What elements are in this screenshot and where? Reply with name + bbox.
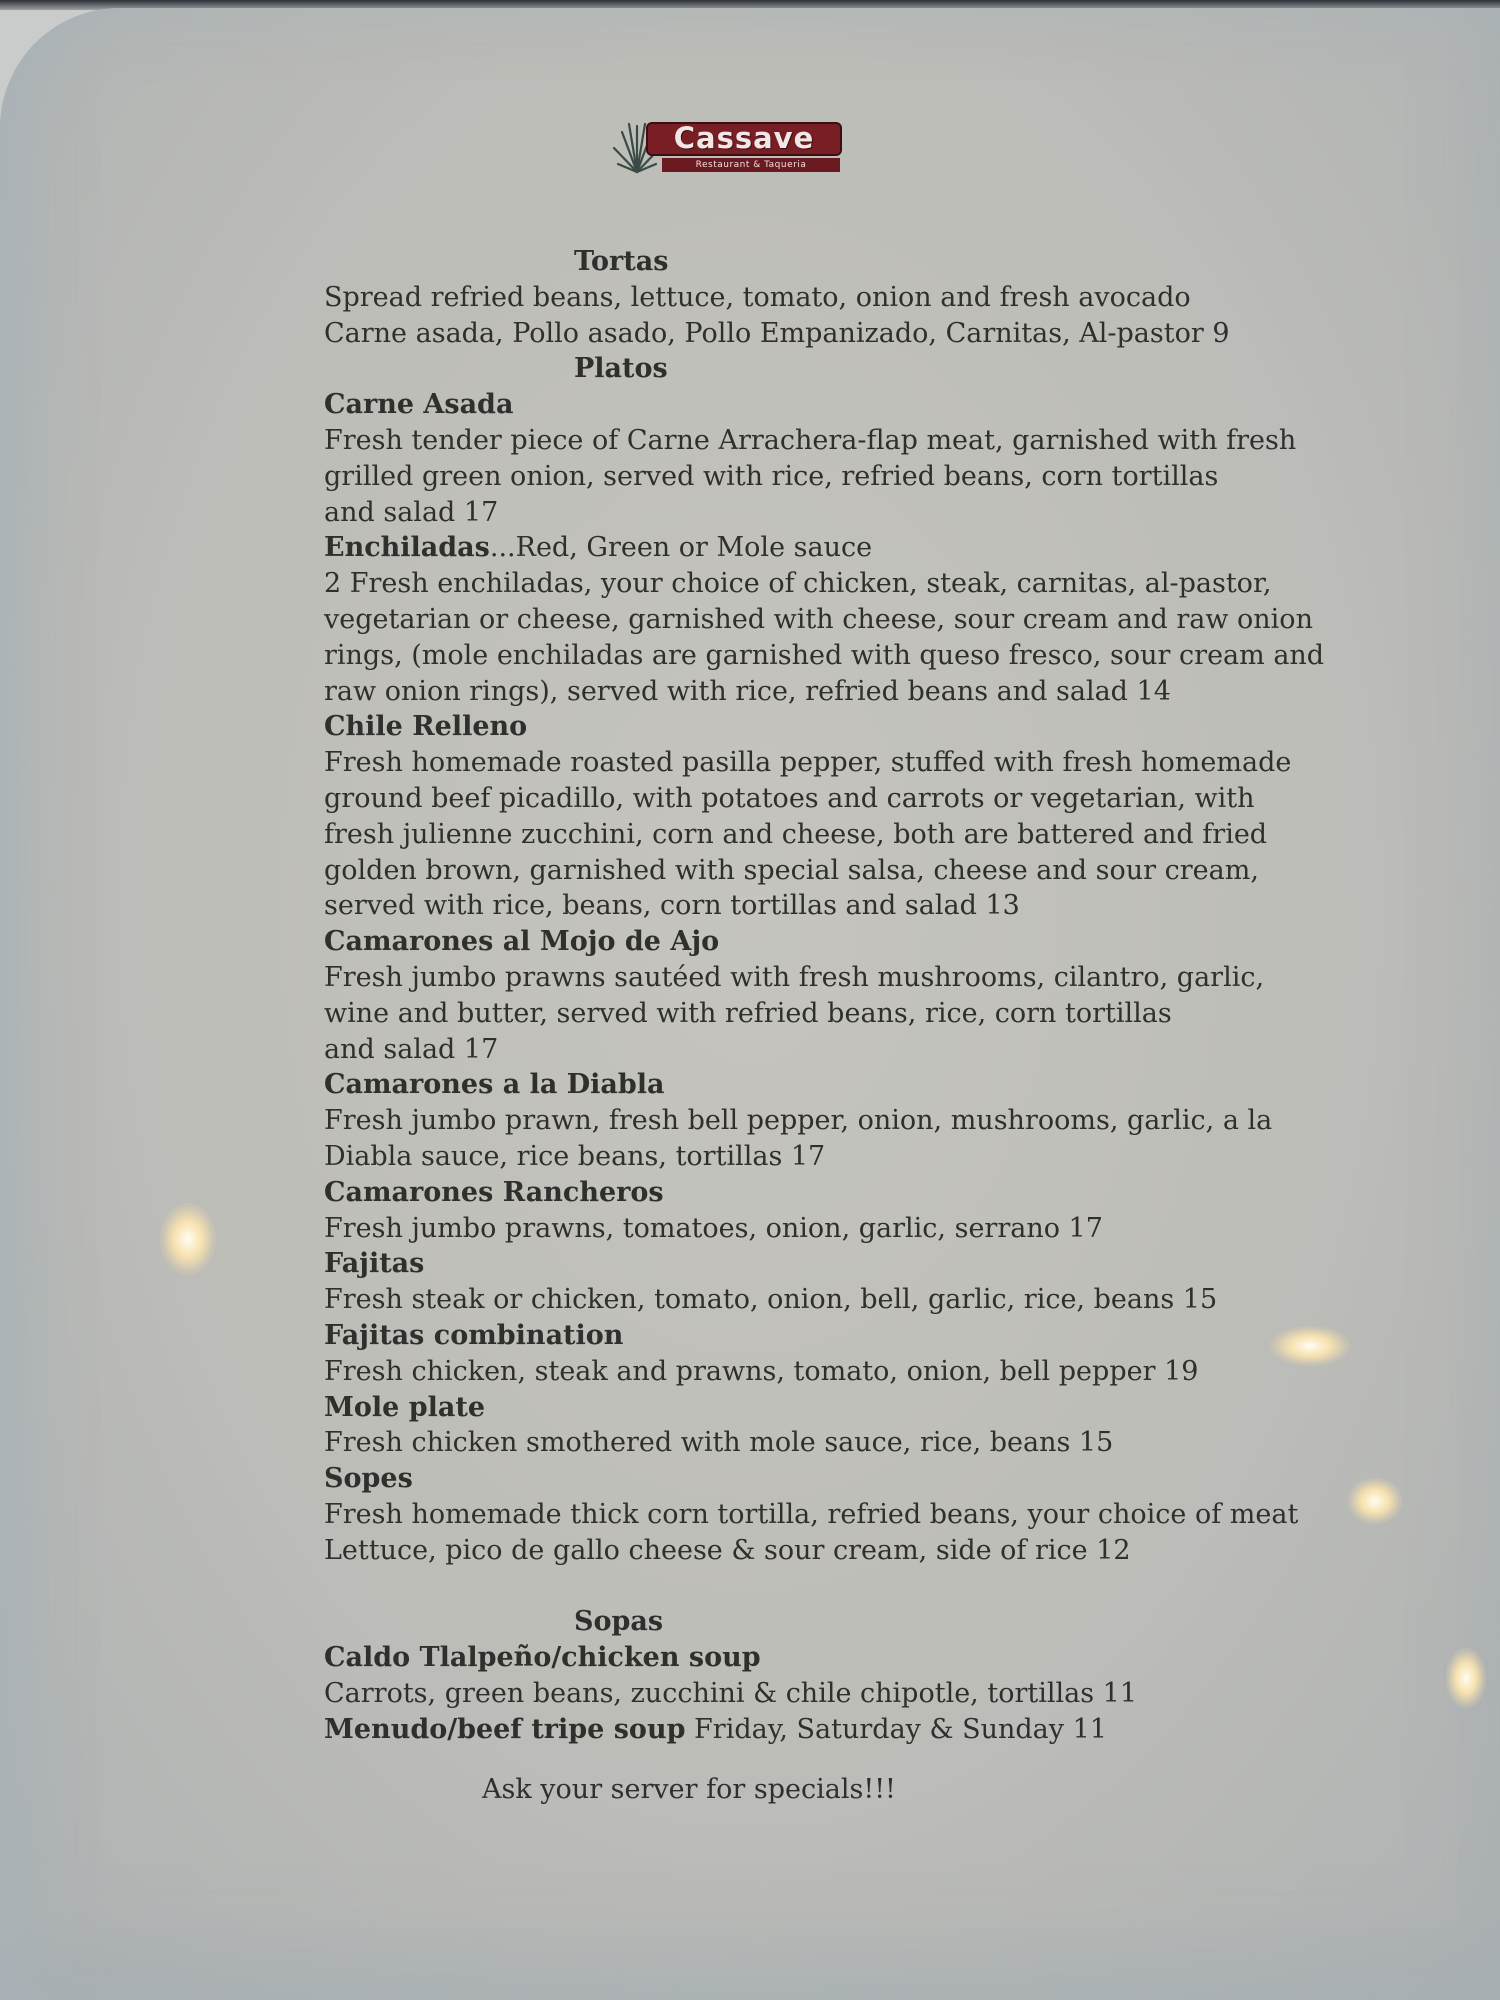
- dish-description-line: raw onion rings), served with rice, refried beans and salad 14: [324, 675, 1171, 707]
- dish-name-camarones-diabla: Camarones a la Diabla: [324, 1069, 665, 1101]
- dish-description-line: Fresh jumbo prawn, fresh bell pepper, onion, mushrooms, garlic, a la: [324, 1105, 1273, 1137]
- light-glare: [1348, 1478, 1402, 1524]
- dish-description-line: and salad 17: [324, 1033, 499, 1065]
- dish-description-line: rings, (mole enchiladas are garnished with queso fresco, sour cream and: [324, 639, 1325, 671]
- dish-name-fajitas: Fajitas: [324, 1248, 425, 1280]
- dish-name-chile-relleno: Chile Relleno: [324, 711, 528, 743]
- dish-description-line: Fresh jumbo prawns, tomatoes, onion, garlic, serrano 17: [324, 1212, 1103, 1244]
- light-glare: [160, 1203, 216, 1275]
- light-glare: [1270, 1326, 1350, 1366]
- dish-description-line: served with rice, beans, corn tortillas and salad 13: [324, 890, 1020, 922]
- dish-name-fajitas-combination: Fajitas combination: [324, 1319, 624, 1351]
- dish-name-caldo-tlalpeno: Caldo Tlalpeño/chicken soup: [324, 1642, 761, 1674]
- section-heading-sopas: Sopas: [574, 1606, 664, 1638]
- dish-name-camarones-mojo-de-ajo: Camarones al Mojo de Ajo: [324, 926, 720, 958]
- dish-description-line: 2 Fresh enchiladas, your choice of chicken, steak, carnitas, al-pastor,: [324, 568, 1272, 600]
- dish-name-mole-plate: Mole plate: [324, 1391, 486, 1423]
- dish-description-line: Fresh steak or chicken, tomato, onion, bell, garlic, rice, beans 15: [324, 1284, 1218, 1316]
- section-heading-tortas: Tortas: [574, 246, 669, 277]
- dish-availability: Friday, Saturday & Sunday 11: [685, 1713, 1107, 1745]
- dish-description-line: Fresh jumbo prawns sautéed with fresh mushrooms, cilantro, garlic,: [324, 961, 1265, 993]
- dish-description-line: Lettuce, pico de gallo cheese & sour cream, side of rice 12: [324, 1534, 1131, 1566]
- dish-heading-enchiladas: [324, 530, 1454, 566]
- dish-description-line: Fresh tender piece of Carne Arrachera-flap meat, garnished with fresh: [324, 424, 1297, 456]
- section-spacer: [324, 1568, 1454, 1604]
- dish-description-line: grilled green onion, served with rice, refried beans, corn tortillas: [324, 460, 1219, 492]
- light-glare: [1446, 1648, 1486, 1708]
- dish-name-enchiladas: Enchiladas: [324, 532, 490, 564]
- dish-description-line: fresh julienne zucchini, corn and cheese, both are battered and fried: [324, 818, 1268, 850]
- dish-description-line: Fresh chicken smothered with mole sauce, rice, beans 15: [324, 1427, 1114, 1459]
- restaurant-logo: [612, 118, 844, 174]
- dish-description-line: Diabla sauce, rice beans, tortillas 17: [324, 1140, 826, 1172]
- dish-name-carne-asada: Carne Asada: [324, 389, 514, 421]
- dish-description-line: Fresh chicken, steak and prawns, tomato, onion, bell pepper 19: [324, 1355, 1199, 1387]
- dish-description-line: Carrots, green beans, zucchini & chile chipotle, tortillas 11: [324, 1678, 1138, 1710]
- dish-description-line: ground beef picadillo, with potatoes and carrots or vegetarian, with: [324, 782, 1255, 814]
- logo-tagline: Restaurant & Taqueria: [662, 158, 840, 172]
- logo-wordmark: Cassave: [646, 122, 842, 156]
- dish-description-line: golden brown, garnished with special salsa, cheese and sour cream,: [324, 854, 1259, 886]
- dish-name-sopes: Sopes: [324, 1463, 413, 1495]
- dish-sauce-options: ...Red, Green or Mole sauce: [489, 532, 873, 564]
- menu-page: [0, 8, 1500, 2000]
- dish-name-camarones-rancheros: Camarones Rancheros: [324, 1176, 664, 1208]
- tortas-line: Spread refried beans, lettuce, tomato, onion and fresh avocado: [324, 281, 1191, 313]
- dish-heading-menudo: [324, 1712, 1454, 1748]
- menu-content: [324, 244, 1454, 1807]
- section-heading-platos: Platos: [574, 353, 668, 385]
- tortas-line: Carne asada, Pollo asado, Pollo Empanizado, Carnitas, Al-pastor 9: [324, 317, 1230, 349]
- dish-description-line: wine and butter, served with refried beans, rice, corn tortillas: [324, 997, 1172, 1029]
- dish-description-line: and salad 17: [324, 496, 499, 528]
- dish-description-line: Fresh homemade roasted pasilla pepper, stuffed with fresh homemade: [324, 747, 1292, 779]
- specials-note: Ask your server for specials!!!: [482, 1773, 896, 1805]
- dish-name-menudo: Menudo/beef tripe soup: [324, 1713, 686, 1745]
- dish-description-line: vegetarian or cheese, garnished with cheese, sour cream and raw onion: [324, 603, 1313, 635]
- dish-description-line: Fresh homemade thick corn tortilla, refried beans, your choice of meat: [324, 1498, 1299, 1530]
